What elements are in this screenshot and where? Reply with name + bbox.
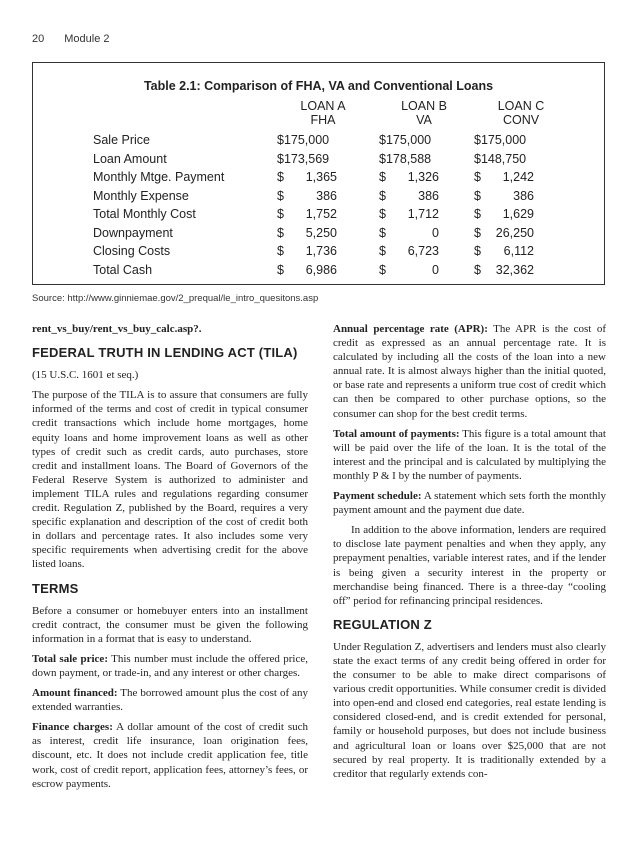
cell-value: $175,000: [379, 133, 432, 147]
term-text: The borrowed amount plus the cost of any extended warranties.: [32, 687, 308, 714]
left-column: [32, 322, 308, 797]
cell-value: 1,629: [502, 207, 534, 221]
column-header-loan-c: [476, 99, 566, 127]
cell-value: 1,326: [407, 170, 439, 184]
currency-symbol: $: [474, 207, 481, 221]
cell-value: 1,365: [305, 170, 337, 184]
module-label: Module 2: [64, 33, 110, 45]
currency-symbol: $: [277, 207, 284, 221]
currency-symbol: $: [474, 244, 481, 258]
term-text: A statement which sets forth the monthly payment amount and the payment due date.: [333, 490, 606, 517]
cell-value: 1,752: [305, 207, 337, 221]
column-header-line: LOAN A: [300, 99, 346, 113]
cell-value: 5,250: [305, 225, 337, 240]
url-fragment: rent_vs_buy/rent_vs_buy_calc.asp?.: [32, 323, 202, 335]
cell-value: $175,000: [277, 133, 330, 147]
term-apr: [333, 322, 606, 421]
cell-value: 386: [418, 188, 439, 203]
currency-symbol: $: [277, 225, 284, 240]
heading-tila: FEDERAL TRUTH IN LENDING ACT (TILA): [32, 345, 298, 361]
cell-value: 32,362: [495, 262, 534, 277]
row-label: Monthly Mtge. Payment: [93, 170, 225, 184]
table-row: [33, 207, 604, 226]
cell-value: 0: [432, 262, 439, 277]
currency-symbol: $: [277, 188, 284, 203]
table-row: [33, 133, 604, 152]
column-header-line: LOAN B: [401, 99, 447, 113]
table-row: [33, 152, 604, 171]
term-label: Annual percentage rate (APR):: [333, 323, 488, 335]
table-source: Source: http://www.ginniemae.gov/2_prequal/le_intro_quesitons.asp: [32, 293, 319, 304]
table-row: [33, 263, 604, 282]
term-label: Amount financed:: [32, 687, 118, 700]
paragraph-terms: Before a consumer or homebuyer enters into an installment credit contract, the consumer must be given the following information in a format that is easy to understand.: [32, 604, 308, 645]
currency-symbol: $: [474, 262, 481, 277]
row-label: Monthly Expense: [93, 188, 189, 203]
currency-symbol: $: [379, 225, 386, 240]
column-header-line: LOAN C: [497, 99, 545, 113]
cell-value: 386: [513, 188, 534, 203]
currency-symbol: $: [379, 262, 386, 277]
heading-terms: TERMS: [32, 580, 79, 596]
currency-symbol: $: [379, 188, 386, 203]
term-label: Total sale price:: [32, 652, 108, 665]
cell-value: $178,588: [379, 151, 432, 166]
row-label: Closing Costs: [93, 244, 171, 258]
currency-symbol: $: [277, 262, 284, 277]
currency-symbol: $: [277, 170, 284, 184]
table-row: [33, 226, 604, 245]
currency-symbol: $: [474, 225, 481, 240]
page-number: 20: [32, 33, 45, 45]
term-text: This number must include the offered price, down payment, or trade-in, and any interest or other charges.: [32, 652, 308, 679]
cell-value: 6,723: [407, 244, 439, 258]
cell-value: 1,736: [305, 244, 337, 258]
column-header-line: CONV: [502, 113, 540, 127]
paragraph-tila: The purpose of the TILA is to assure that consumers are fully informed of the terms and cost of credit in typical consumer credit transactions which include home mortgages, home equity loans and home improvement loans as well as other types of credit such as credit cards, auto purchases, store credit and installment loans. The Board of Governors of the Federal Reserve System is authorized to administer and implement TILA rules and regulations regarding consumer credit. Regulation Z, published by the Board, requires a very specific explanation and description of the cost of credit both in dollars and percentage rates. It also includes some very specific requirements when advertising credit for the above listed loans.: [32, 389, 308, 571]
table-row: [33, 244, 604, 263]
table-body: [33, 133, 604, 281]
right-column: [333, 322, 606, 787]
cell-value: $173,569: [277, 151, 330, 166]
row-label: Loan Amount: [93, 151, 167, 166]
paragraph-disclosures: In addition to the above information, lenders are required to disclose late payment penalties and when they apply, any prepayment penalties, variable interest rates, and if the lender is being given a security interest in the property or merchandise being financed. There is a three-day “cooling off” period for refinancing principal residences.: [333, 524, 606, 607]
term-total-payments: [333, 427, 606, 483]
term-label: Total amount of payments:: [333, 427, 460, 440]
table-row: [33, 189, 604, 208]
table-row: [33, 170, 604, 189]
citation: (15 U.S.C. 1601 et seq.): [32, 369, 139, 382]
term-finance-charges: [32, 720, 308, 790]
currency-symbol: $: [474, 188, 481, 203]
row-label: Sale Price: [93, 133, 150, 147]
table-title: Table 2.1: Comparison of FHA, VA and Conventional Loans: [143, 79, 494, 93]
cell-value: 1,712: [407, 207, 439, 221]
row-label: Total Monthly Cost: [93, 207, 196, 221]
cell-value: 386: [316, 188, 337, 203]
heading-regulation-z: REGULATION Z: [333, 616, 432, 632]
comparison-table: [32, 62, 605, 285]
currency-symbol: $: [379, 207, 386, 221]
currency-symbol: $: [277, 244, 284, 258]
row-label: Total Cash: [93, 262, 153, 277]
row-label: Downpayment: [93, 225, 173, 240]
column-header-line: FHA: [310, 113, 336, 127]
page-header: [32, 33, 110, 45]
term-text: The APR is the cost of credit as expressed as an annual percentage rate. It is calculated by including all the costs of the loan into a new annual rate. It is almost always higher than the initial quoted, or base rate and represents a uniform true cost of credit which can then be compared to other purchase options, so the consumer can shop for the best credit terms.: [333, 323, 606, 420]
term-total-sale-price: [32, 652, 308, 680]
term-label: Payment schedule:: [333, 490, 422, 503]
currency-symbol: $: [474, 170, 481, 184]
term-text: This figure is a total amount that will be paid over the life of the loan. It is the total of the interest and the principal and is calculated by multiplying the monthly P & I by the number of payments.: [333, 427, 606, 482]
currency-symbol: $: [379, 244, 386, 258]
column-header-loan-a: [278, 99, 368, 127]
cell-value: $175,000: [474, 133, 527, 147]
term-payment-schedule: [333, 489, 606, 517]
cell-value: 26,250: [495, 225, 534, 240]
cell-value: 6,112: [503, 244, 534, 258]
currency-symbol: $: [379, 170, 386, 184]
cell-value: 0: [432, 225, 439, 240]
cell-value: $148,750: [474, 151, 527, 166]
cell-value: 1,242: [502, 170, 534, 184]
paragraph-regulation-z: Under Regulation Z, advertisers and lenders must also clearly state the exact terms of any credit being offered in order for the consumer to be able to make direct comparisons of various credit opportunities. While consumer credit is divided into open-end and closed end categories, real estate lending is considered closed-end, and is credit extended for personal, family or household purposes, but does not include business and agricultural loan or loans over $25,000 that are not secured by real property. It is traditionally extended by a creditor that regularly extends con-: [333, 640, 606, 780]
term-amount-financed: [32, 686, 308, 714]
column-header-line: VA: [416, 113, 432, 127]
term-label: Finance charges:: [32, 721, 113, 734]
term-text: A dollar amount of the cost of credit such as interest, credit life insurance, loan origination fees, discount, etc. It does not include credit application fee, title work, cost of credit report, application fees, attorney’s fees, or escrow payments.: [32, 721, 309, 790]
cell-value: 6,986: [305, 262, 337, 277]
column-header-loan-b: [379, 99, 469, 127]
